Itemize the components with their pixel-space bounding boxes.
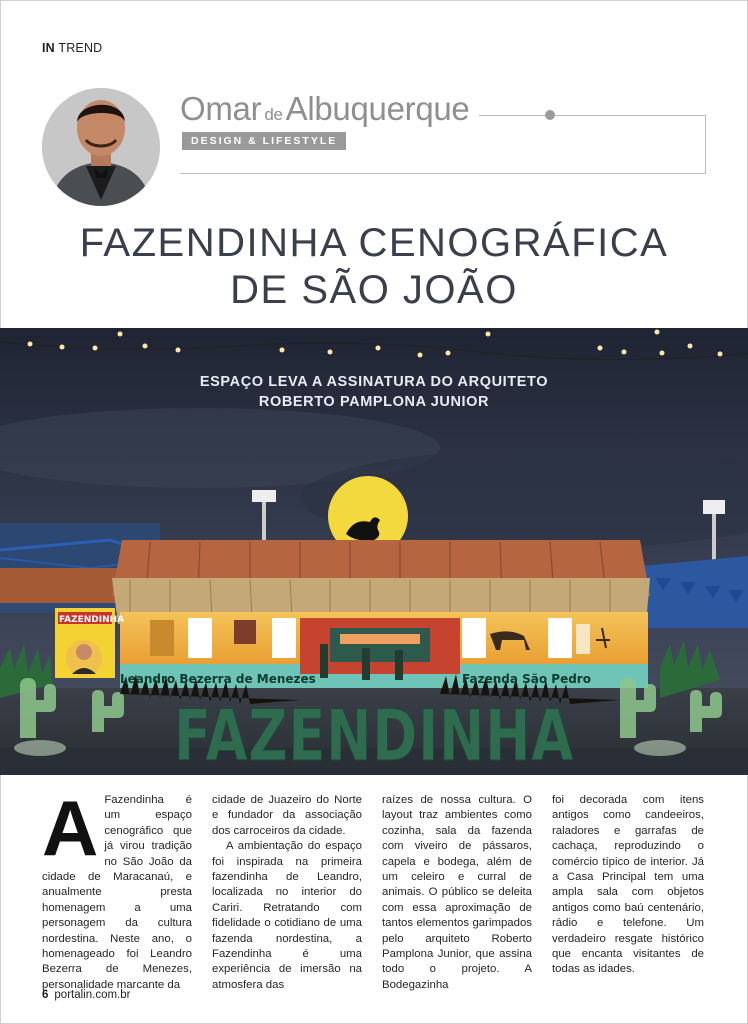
subtitle-line-2: ROBERTO PAMPLONA JUNIOR: [258, 394, 490, 410]
footer-site: portalin.com.br: [54, 989, 131, 1001]
body-column-1: [42, 784, 192, 993]
body-paragraph: cidade de Juazeiro do Norte e fundador da associação dos carroceiros da cidade.: [212, 794, 362, 837]
section-tag-bold: IN: [42, 41, 55, 55]
author-first-name: Omar: [180, 90, 262, 127]
facade-right-text: Fazenda São Pedro: [462, 672, 591, 686]
body-paragraph: Fazendinha é um espaço cenográfico que já virou tradição no São João da cidade de Maracanaú, e anualmente presta homenagem a uma personagem da cultura nordestina. Neste ano, o homenageado foi Leandro Bezerra de Menezes, personalidade marcante da: [42, 794, 192, 991]
article-headline: [0, 220, 748, 314]
article-body: [42, 784, 704, 991]
author-dot: [545, 110, 555, 120]
headline-line-2: DE SÃO JOÃO: [230, 268, 518, 312]
author-block: [42, 88, 712, 208]
drop-cap: A: [42, 784, 99, 872]
fazendinha-sign: FAZENDINHA: [174, 695, 574, 775]
body-paragraph: A ambientação do espaço foi inspirada na primeira fazendinha de Leandro, localizada no interior do Cariri. Retratando com fidelidade o cotidiano de uma fazenda nordestina, a Fazendinha é uma experiência de imersão na atmosfera das: [212, 840, 362, 991]
section-tag-rest: TREND: [54, 41, 103, 55]
body-paragraph: raízes de nossa cultura. O layout traz ambientes como cozinha, sala da fazenda com viveiro de pássaros, capela e bodega, além de um celeiro e curral de animais. O público se deleita com essa aproximação de tantos elementos garimpados pelo arquiteto Roberto Pamplona Junior, que assina todo o projeto. A Bodegazinha: [382, 794, 532, 991]
poster-title-text: FAZENDINHA: [59, 615, 125, 625]
author-role-badge: DESIGN & LIFESTYLE: [182, 132, 346, 150]
author-avatar: [42, 88, 160, 206]
page-footer: [42, 989, 130, 1001]
facade-left-text: Leandro Bezerra de Menezes: [120, 672, 316, 686]
body-column-4: [552, 793, 704, 978]
author-name-connector: de: [264, 105, 283, 124]
body-column-3: [382, 793, 532, 993]
subtitle-line-1: ESPAÇO LEVA A ASSINATURA DO ARQUITETO: [199, 374, 549, 390]
hero-photo: [0, 328, 748, 775]
author-last-name: Albuquerque: [285, 90, 470, 127]
page-number: 6: [42, 989, 49, 1001]
author-name: [180, 90, 479, 128]
headline-line-1: FAZENDINHA CENOGRÁFICA: [79, 221, 669, 265]
section-tag: [42, 41, 102, 55]
body-column-2: [212, 793, 362, 993]
article-subtitle: [0, 372, 748, 412]
body-paragraph: foi decorada com itens antigos como candeeiros, raladores e garrafas de cachaça, reproduzindo o comércio típico de interior. Já a Casa Principal tem uma ampla sala com objetos antigos como baú centenário, rádio e telefone. Um verdadeiro resgate histórico que encanta visitantes de todas as idades.: [552, 794, 704, 976]
